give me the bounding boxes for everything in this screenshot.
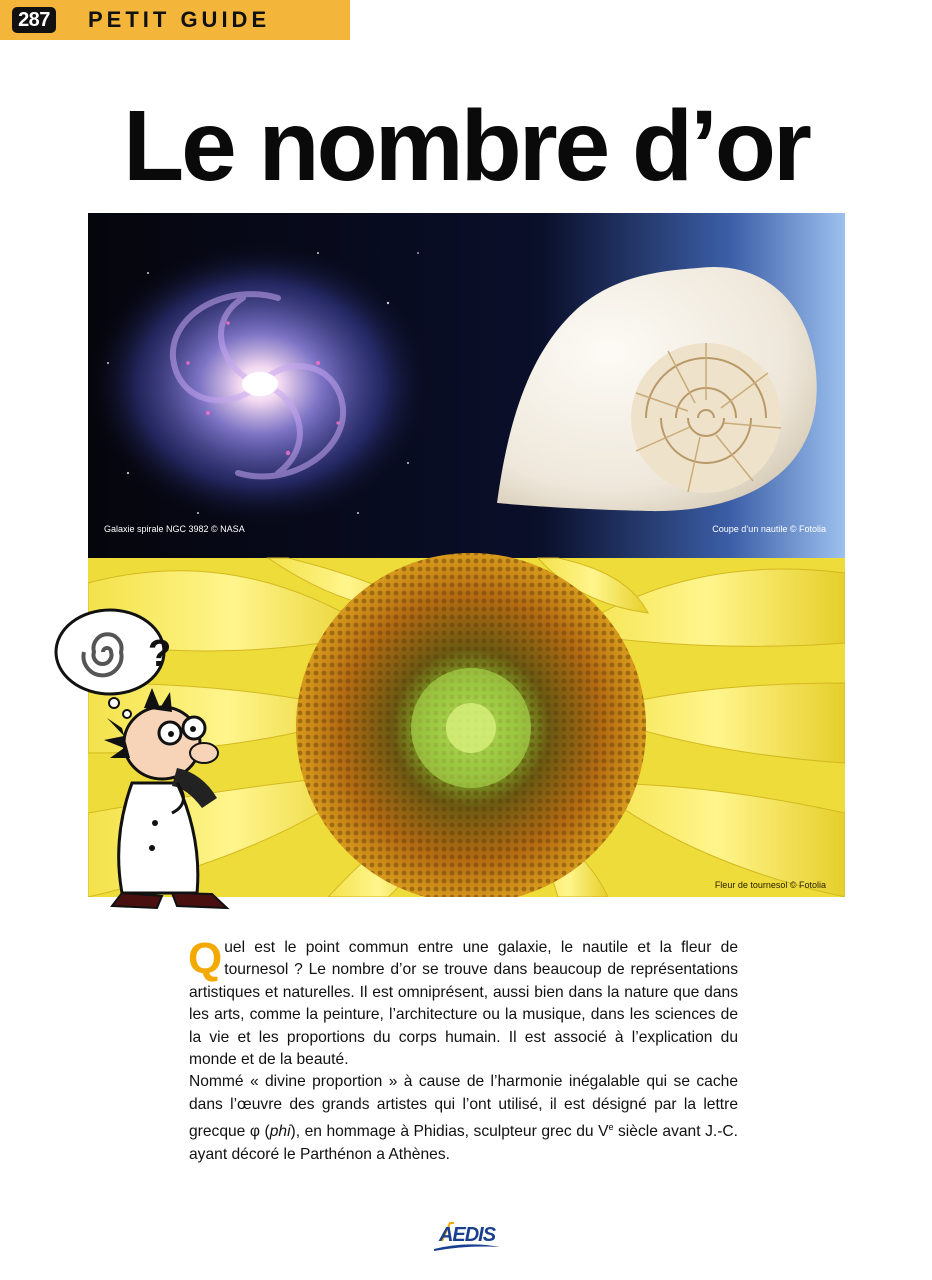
drop-cap: Q: [188, 934, 223, 983]
galaxy-image: [88, 239, 435, 529]
century-superscript: e: [608, 1122, 614, 1133]
series-header-band: [0, 0, 350, 40]
paragraph-1-text: uel est le point commun entre une galaxie, le nautile et la fleur de tournesol ? Le nombre d’or se trouve dans beaucoup de représentations artistiques et naturelles. Il est omniprésent, aussi bien dans la nature que dans les arts, comme la peinture, l’architecture ou la musique, dans les sciences de la vie et les proportions du corps humain. Il est associé à l’explication du monde et de la beauté.: [189, 939, 738, 1069]
series-name: PETIT GUIDE: [88, 7, 271, 32]
phi-word: phi: [269, 1123, 291, 1141]
intro-paragraph-2: Nommé « divine proportion » à cause de l’harmonie inégalable qui se cache dans l’œuvre des grands artistes qui l’ont utilisé, il est désigné par la lettre grecque φ (phi), en hommage à Phidias, sculpteur grec du Ve siècle avant J.-C. ayant décoré le Parthénon a Athènes.: [189, 1073, 738, 1163]
scientist-figure: [104, 688, 227, 908]
sunflower-disc: [296, 553, 646, 897]
nautilus-caption: Coupe d’un nautile © Fotolia: [712, 524, 826, 534]
page-title: Le nombre d’or: [123, 90, 809, 202]
series-number-badge: 287: [12, 7, 56, 33]
galaxy-caption: Galaxie spirale NGC 3982 © NASA: [104, 524, 245, 534]
sunflower-caption: Fleur de tournesol © Fotolia: [714, 880, 826, 890]
publisher-logo: [432, 1219, 502, 1251]
question-mark: ?: [148, 633, 172, 675]
intro-paragraph-1: [188, 934, 738, 1071]
publisher-logo-text: AEDIS: [438, 1224, 496, 1246]
scientist-mascot: [52, 608, 252, 918]
intro-text: [188, 934, 738, 1166]
